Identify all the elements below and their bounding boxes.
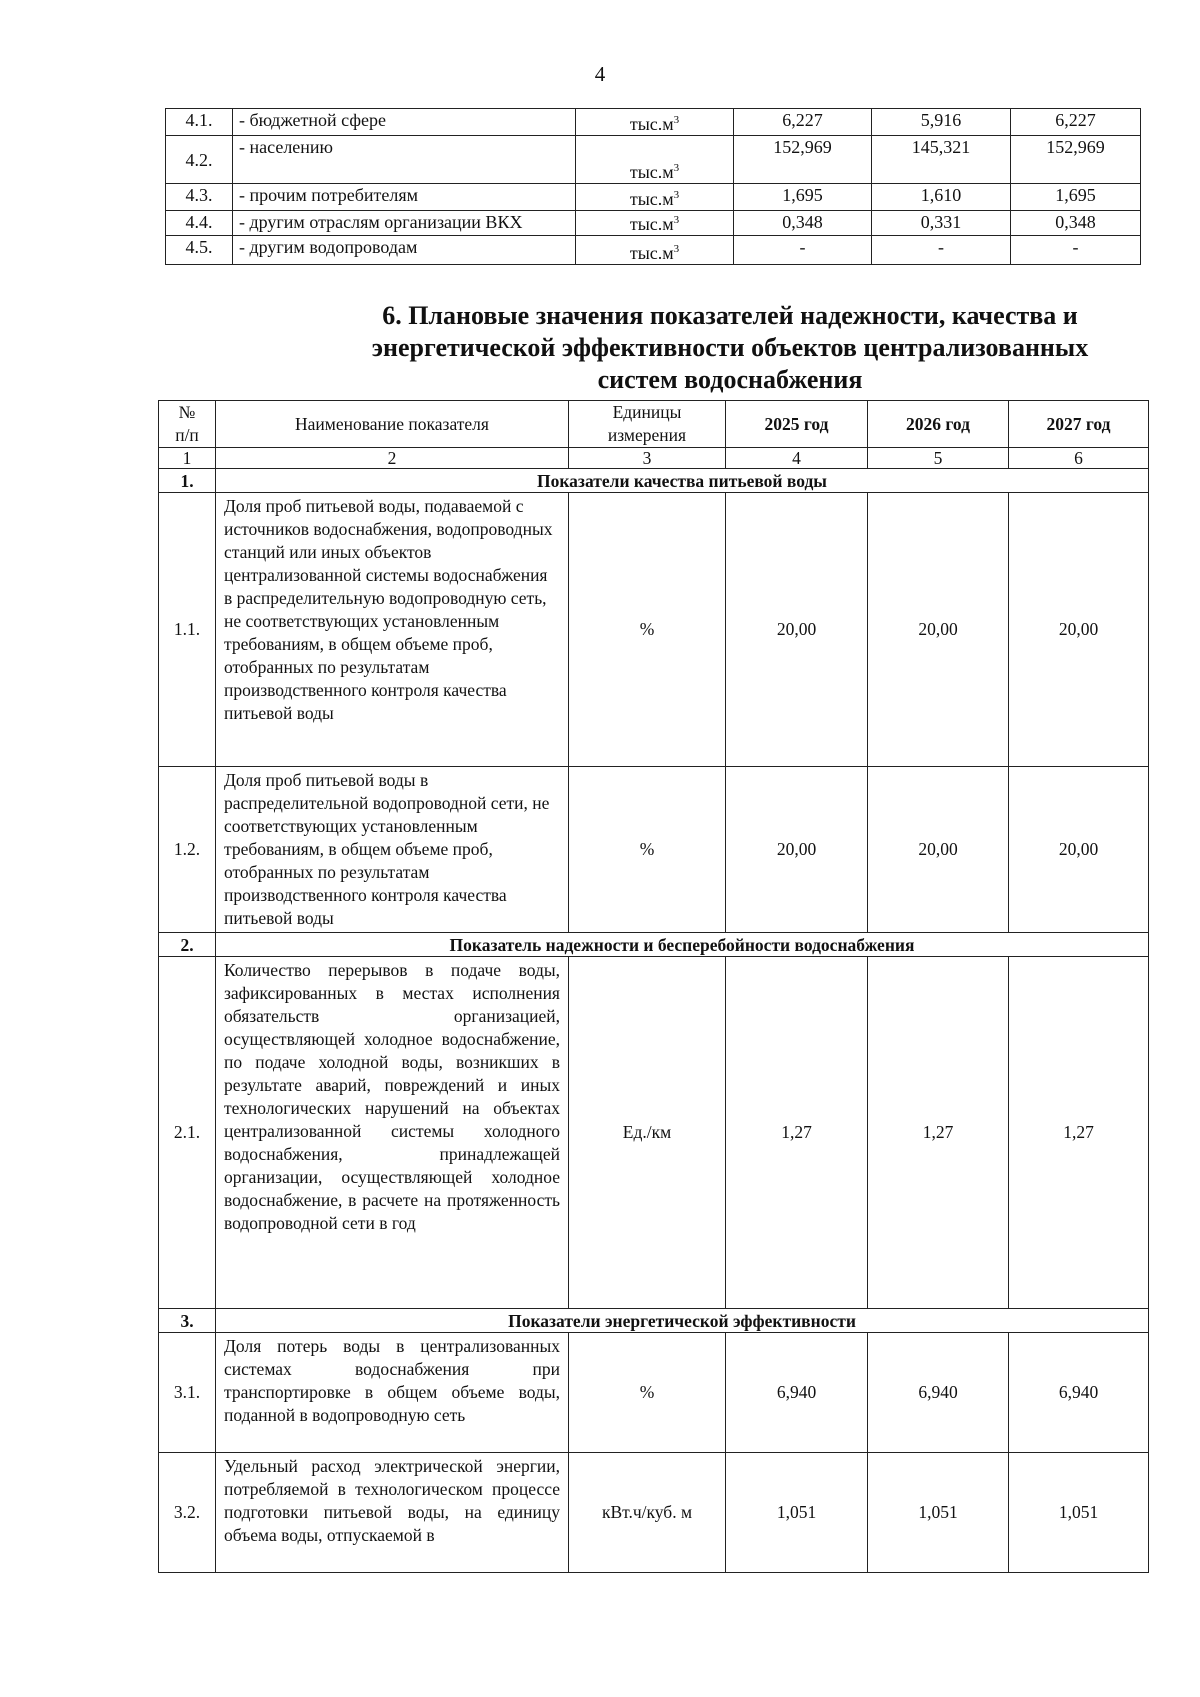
indicator-unit: % <box>569 767 726 933</box>
value-2027: 6,940 <box>1009 1333 1149 1453</box>
value-2025: - <box>734 236 872 265</box>
value-2027: - <box>1011 236 1141 265</box>
group-title: Показатель надежности и бесперебойности водоснабжения <box>216 933 1149 957</box>
row-number: 4.5. <box>166 236 233 265</box>
value-2025: 1,27 <box>726 957 868 1309</box>
table-row <box>166 184 1141 211</box>
row-unit: $тыс.м^3$ <box>576 236 734 265</box>
row-number: 1.2. <box>159 767 216 933</box>
group-row-energy <box>159 1309 1149 1333</box>
value-2027: 20,00 <box>1009 767 1149 933</box>
row-number: 3.1. <box>159 1333 216 1453</box>
value-2027: 1,051 <box>1009 1453 1149 1573</box>
group-row-reliability <box>159 933 1149 957</box>
indicator-name: Удельный расход электрической энергии, потребляемой в технологическом процессе подготовки питьевой воды, на единицу объема воды, отпускаемой в <box>216 1453 569 1573</box>
value-2027: 0,348 <box>1011 211 1141 236</box>
value-2027: 1,695 <box>1011 184 1141 211</box>
indicator-unit: Ед./км <box>569 957 726 1309</box>
indicator-name: Количество перерывов в подаче воды, зафиксированных в местах исполнения обязательств организацией, осуществляющей холодное водоснабжение, по подаче холодной воды, возникших в результате аварий, повреждений и иных технологических нарушений на объектах централизованной системы холодного водоснабжения, принадлежащей организации, осуществляющей холодное водоснабжение, в расчете на протяженность водопроводной сети в год <box>216 957 569 1309</box>
table-row <box>159 1453 1149 1573</box>
value-2025: 0,348 <box>734 211 872 236</box>
table-row <box>159 1333 1149 1453</box>
table-row <box>166 236 1141 265</box>
value-2026: 20,00 <box>868 493 1009 767</box>
column-number: 4 <box>726 448 868 469</box>
value-2027: 20,00 <box>1009 493 1149 767</box>
column-numbers-row <box>159 448 1149 469</box>
row-number: 4.2. <box>166 136 233 184</box>
group-number: 2. <box>159 933 216 957</box>
value-2027: 1,27 <box>1009 957 1149 1309</box>
value-2027: 152,969 <box>1011 136 1141 184</box>
row-number: 2.1. <box>159 957 216 1309</box>
row-name: - бюджетной сфере <box>233 109 576 136</box>
table-row <box>166 136 1141 184</box>
value-2025: 152,969 <box>734 136 872 184</box>
table-row <box>159 493 1149 767</box>
col-header-2025: 2025 год <box>726 401 868 448</box>
value-2026: 6,940 <box>868 1333 1009 1453</box>
value-2025: 20,00 <box>726 767 868 933</box>
value-2026: 145,321 <box>872 136 1011 184</box>
column-number: 6 <box>1009 448 1149 469</box>
value-2025: 1,695 <box>734 184 872 211</box>
row-unit: $тыс.м^3$ <box>576 136 734 184</box>
row-number: 4.1. <box>166 109 233 136</box>
value-2025: 6,940 <box>726 1333 868 1453</box>
row-unit: $тыс.м^3$ <box>576 211 734 236</box>
col-header-number: № п/п <box>159 401 216 448</box>
indicator-unit: кВт.ч/куб. м <box>569 1453 726 1573</box>
indicators-table <box>158 400 1149 1573</box>
col-header-name: Наименование показателя <box>216 401 569 448</box>
group-number: 3. <box>159 1309 216 1333</box>
indicator-name: Доля потерь воды в централизованных системах водоснабжения при транспортировке в общем объеме воды, поданной в водопроводную сеть <box>216 1333 569 1453</box>
value-2026: 20,00 <box>868 767 1009 933</box>
value-2025: 6,227 <box>734 109 872 136</box>
row-unit: $тыс.м^3$ <box>576 109 734 136</box>
section-title-line: систем водоснабжения <box>597 365 863 394</box>
column-number: 5 <box>868 448 1009 469</box>
col-header-2027: 2027 год <box>1009 401 1149 448</box>
table-row <box>159 767 1149 933</box>
column-number: 1 <box>159 448 216 469</box>
value-2025: 1,051 <box>726 1453 868 1573</box>
supply-volume-table <box>165 108 1141 265</box>
value-2026: - <box>872 236 1011 265</box>
row-number: 4.4. <box>166 211 233 236</box>
row-number: 4.3. <box>166 184 233 211</box>
value-2026: 1,27 <box>868 957 1009 1309</box>
group-row-quality <box>159 469 1149 493</box>
section-title <box>330 300 1130 396</box>
row-unit: $тыс.м^3$ <box>576 184 734 211</box>
value-2026: 1,610 <box>872 184 1011 211</box>
col-header-2026: 2026 год <box>868 401 1009 448</box>
row-name: - прочим потребителям <box>233 184 576 211</box>
value-2026: 0,331 <box>872 211 1011 236</box>
value-2026: 5,916 <box>872 109 1011 136</box>
group-title: Показатели качества питьевой воды <box>216 469 1149 493</box>
table-row <box>159 957 1149 1309</box>
column-number: 3 <box>569 448 726 469</box>
col-header-unit: Единицы измерения <box>569 401 726 448</box>
row-number: 3.2. <box>159 1453 216 1573</box>
indicator-name: Доля проб питьевой воды в распределительной водопроводной сети, не соответствующих установленным требованиям, в общем объеме проб, отобранных по результатам производственного контроля качества питьевой воды <box>216 767 569 933</box>
section-title-line: 6. Плановые значения показателей надежности, качества и <box>382 301 1078 330</box>
section-title-line: энергетической эффективности объектов централизованных <box>371 333 1089 362</box>
indicator-unit: % <box>569 1333 726 1453</box>
indicator-unit: % <box>569 493 726 767</box>
indicator-name: Доля проб питьевой воды, подаваемой с источников водоснабжения, водопроводных станций или иных объектов централизованной системы водоснабжения в распределительную водопроводную сеть, не соответствующих установленным требованиям, в общем объеме проб, отобранных по результатам производственного контроля качества питьевой воды <box>216 493 569 767</box>
page-number: 4 <box>594 62 606 86</box>
row-name: - другим водопроводам <box>233 236 576 265</box>
value-2027: 6,227 <box>1011 109 1141 136</box>
value-2026: 1,051 <box>868 1453 1009 1573</box>
group-number: 1. <box>159 469 216 493</box>
column-number: 2 <box>216 448 569 469</box>
table-row <box>166 211 1141 236</box>
group-title: Показатели энергетической эффективности <box>216 1309 1149 1333</box>
value-2025: 20,00 <box>726 493 868 767</box>
table-row <box>166 109 1141 136</box>
row-name: - населению <box>233 136 576 184</box>
row-number: 1.1. <box>159 493 216 767</box>
header-row <box>159 401 1149 448</box>
row-name: - другим отраслям организации ВКХ <box>233 211 576 236</box>
